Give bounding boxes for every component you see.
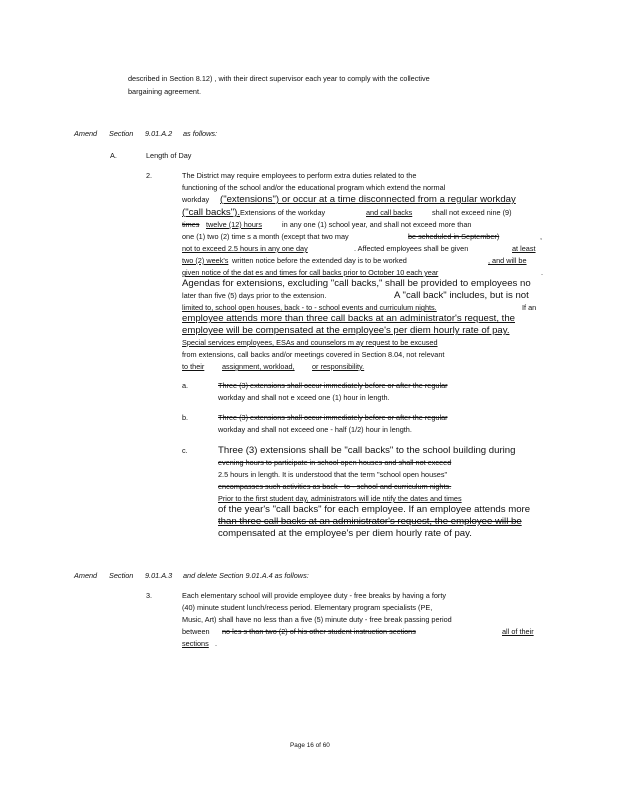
item-2-line-6a: one (1) two (2) time s a month (except that two may <box>182 232 349 241</box>
item-2-line-17b: assignment, workload, <box>222 362 295 371</box>
item-c-sub-line-1: Three (3) extensions shall be "call backs" to the school building during <box>218 445 516 456</box>
section-number-1: 9.01.A.2 <box>145 129 173 138</box>
item-3-line-4c: all of their <box>502 627 534 636</box>
item-3-line-5b: . <box>215 639 218 648</box>
item-c-sub-line-6: of the year's "call backs" for each employee. If an employee attends more <box>218 504 531 515</box>
item-2-line-3a: workday <box>182 195 210 204</box>
item-3-line-1: Each elementary school will provide employee duty - free breaks by having a forty <box>182 591 447 600</box>
item-c-sub-line-3: 2.5 hours in length. It is understood that the term "school open houses" <box>218 470 448 479</box>
item-2-line-6b: be scheduled in September) <box>408 232 500 241</box>
item-c-sub-line-7: than three call backs at an administrator's request, the employee will be <box>218 516 522 527</box>
item-2-line-5c: in any one (1) school year, and shall not exceed more than <box>282 220 472 229</box>
item-c-sub-line-2: evening hours to participate in school open houses and shall not exceed <box>218 458 452 467</box>
item-2-line-8a: two (2) week's <box>182 256 229 265</box>
amend-label-2: Amend <box>74 571 98 580</box>
item-a-letter: A. <box>110 151 117 160</box>
item-c-sub-line-5: Prior to the first student day, administrators will ide ntify the dates and times <box>218 494 462 503</box>
section-label-2: Section <box>109 571 134 580</box>
item-2-line-10: Agendas for extensions, excluding "call backs," shall be provided to employees no <box>182 278 531 289</box>
item-b-sub-line-2: workday and shall not exceed one - half (1/2) hour in length. <box>218 425 412 434</box>
item-2-line-14: employee will be compensated at the employee's per diem hourly rate of pay. <box>182 325 510 336</box>
item-3-line-4b: no les s than two (2) of his other student instruction sections <box>222 627 416 636</box>
item-c-sub-letter: c. <box>182 446 188 455</box>
item-2-line-11b: A "call back" includes, but is not <box>394 290 529 301</box>
item-2-line-4a: ("call backs"). <box>182 207 240 218</box>
item-2-line-12b: If an <box>522 303 537 312</box>
item-2-line-7b: . Affected employees shall be given <box>354 244 469 253</box>
section-number-2: 9.01.A.3 <box>145 571 173 580</box>
item-a-sub-letter: a. <box>182 381 189 390</box>
item-2-line-12a: limited to, school open houses, back - to - school events and curriculum nights. <box>182 303 437 312</box>
item-3-line-2: (40) minute student lunch/recess period. Elementary program specialists (PE, <box>182 603 433 612</box>
item-2-line-8b: written notice before the extended day is to be worked <box>232 256 407 265</box>
item-a-sub-line-1: Three (3) extensions shall occur immediately before or after the regular <box>218 381 448 390</box>
item-c-sub-line-8: compensated at the employee's per diem hourly rate of pay. <box>218 528 472 539</box>
item-3-line-4a: between <box>182 627 210 636</box>
item-2-line-15: Special services employees, ESAs and counselors m ay request to be excused <box>182 338 438 347</box>
item-2-line-13: employee attends more than three call backs at an administrator's request, the <box>182 313 515 324</box>
item-3-line-3: Music, Art) shall have no less than a five (5) minute duty - free break passing period <box>182 615 452 624</box>
item-2-line-9b: . <box>541 268 544 277</box>
item-a-title: Length of Day <box>146 151 192 160</box>
item-3-number: 3. <box>146 591 153 600</box>
page-number: Page 16 of 60 <box>290 742 330 749</box>
item-2-number: 2. <box>146 171 153 180</box>
item-c-sub-line-4: encompasses such activities as back - to - school and curriculum nights. <box>218 482 452 491</box>
amend-label-1: Amend <box>74 129 98 138</box>
item-a-sub-line-2: workday and shall not e xceed one (1) hour in length. <box>218 393 390 402</box>
item-2-line-17a: to their <box>182 362 205 371</box>
section-label-1: Section <box>109 129 134 138</box>
item-2-line-16: from extensions, call backs and/or meetings covered in Section 8.04, not relevant <box>182 350 445 359</box>
amend-text-2: and delete Section 9.01.A.4 as follows: <box>183 571 309 580</box>
item-2-line-4c: and call backs <box>366 208 413 217</box>
item-b-sub-line-1: Three (3) extensions shall occur immediately before or after the regular <box>218 413 448 422</box>
item-2-line-4d: shall not exceed nine (9) <box>432 208 512 217</box>
intro-line-2: bargaining agreement. <box>128 87 202 96</box>
item-2-line-7a: not to exceed 2.5 hours in any one day <box>182 244 308 253</box>
item-2-line-3b: ("extensions") or occur at a time disconnected from a regular workday <box>220 194 516 205</box>
item-2-line-9: given notice of the dat es and times for call backs prior to October 10 each year <box>182 268 439 277</box>
item-2-line-11a: later than five (5) days prior to the extension. <box>182 291 327 300</box>
item-2-line-4b: Extensions of the workday <box>240 208 326 217</box>
item-2-line-5b: twelve (12) hours <box>206 220 262 229</box>
item-2-line-7c: at least <box>512 244 536 253</box>
item-2-line-2: functioning of the school and/or the educational program which extend the normal <box>182 183 446 192</box>
item-2-line-5a: times <box>182 220 200 229</box>
item-2-line-8c: , and will be <box>488 256 527 265</box>
item-2-line-1: The District may require employees to perform extra duties related to the <box>182 171 417 180</box>
amend-text-1: as follows: <box>183 129 218 138</box>
item-3-line-5: sections <box>182 639 209 648</box>
item-2-line-17c: or responsibility. <box>312 362 365 371</box>
item-b-sub-letter: b. <box>182 413 189 422</box>
item-2-line-6c: , <box>540 232 543 241</box>
intro-line-1: described in Section 8.12) , with their direct supervisor each year to comply with the collective <box>128 74 430 83</box>
